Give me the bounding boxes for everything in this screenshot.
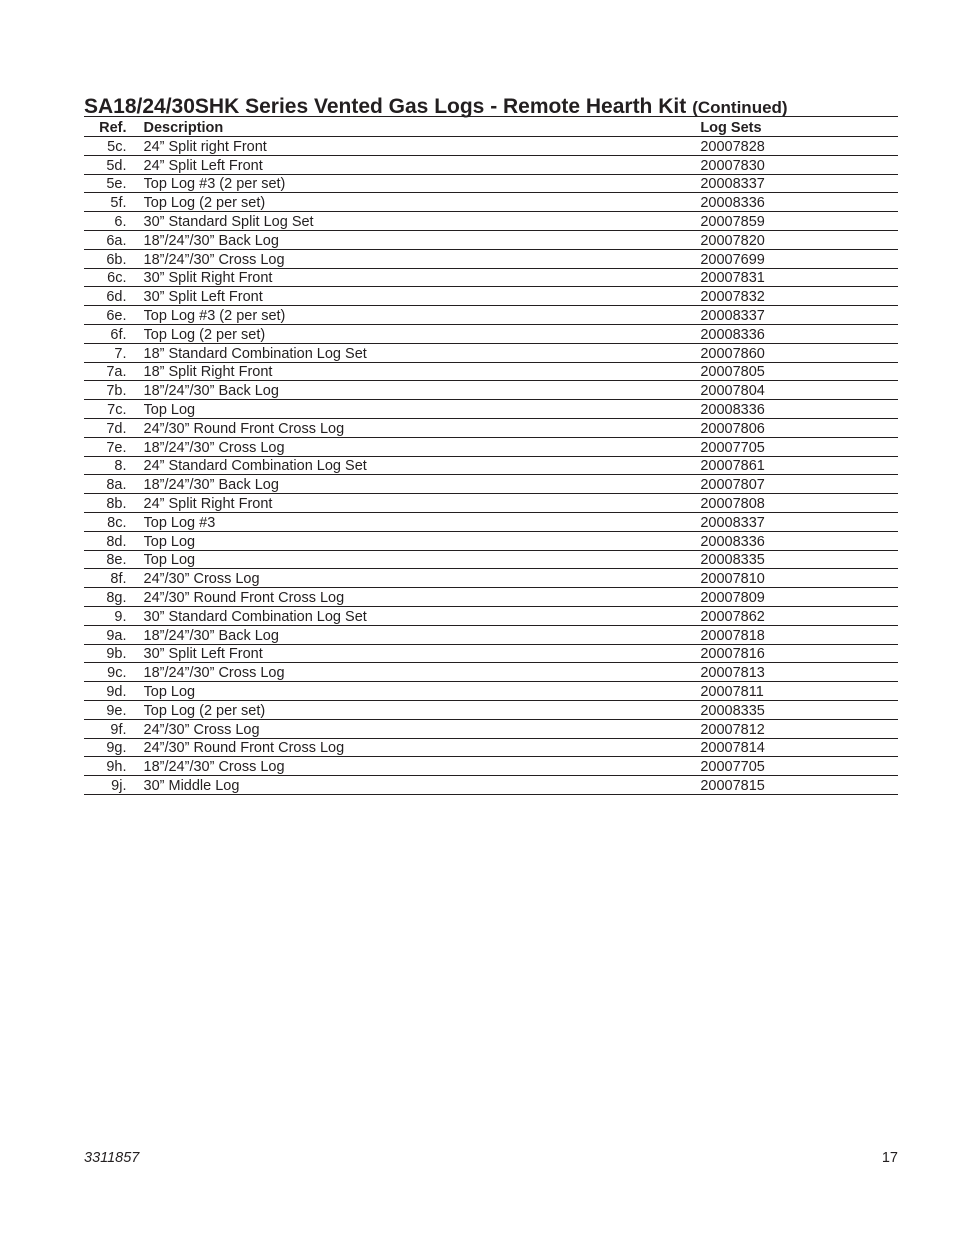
table-row bbox=[84, 531, 898, 550]
row-ref: 7c. bbox=[84, 400, 127, 419]
row-ref: 9e. bbox=[84, 700, 127, 719]
row-ref: 6f. bbox=[84, 324, 127, 343]
row-log-set: 20007820 bbox=[700, 230, 898, 249]
row-ref: 8e. bbox=[84, 550, 127, 569]
row-ref: 9g. bbox=[84, 738, 127, 757]
table-row bbox=[84, 230, 898, 249]
parts-table bbox=[84, 116, 898, 795]
row-description: 18”/24”/30” Cross Log bbox=[144, 757, 701, 776]
row-ref: 6e. bbox=[84, 306, 127, 325]
row-log-set: 20007804 bbox=[700, 381, 898, 400]
row-gap bbox=[127, 193, 144, 212]
row-description: 24”/30” Cross Log bbox=[144, 569, 701, 588]
row-log-set: 20007832 bbox=[700, 287, 898, 306]
row-gap bbox=[127, 512, 144, 531]
row-gap bbox=[127, 418, 144, 437]
row-description: 30” Middle Log bbox=[144, 776, 701, 795]
row-gap bbox=[127, 700, 144, 719]
table-row bbox=[84, 287, 898, 306]
row-ref: 9b. bbox=[84, 644, 127, 663]
row-gap bbox=[127, 606, 144, 625]
table-row bbox=[84, 306, 898, 325]
row-description: 24”/30” Cross Log bbox=[144, 719, 701, 738]
row-gap bbox=[127, 719, 144, 738]
row-log-set: 20007816 bbox=[700, 644, 898, 663]
row-gap bbox=[127, 137, 144, 156]
header-ref: Ref. bbox=[84, 117, 127, 137]
row-log-set: 20007814 bbox=[700, 738, 898, 757]
row-gap bbox=[127, 625, 144, 644]
row-description: 30” Split Right Front bbox=[144, 268, 701, 287]
row-ref: 9h. bbox=[84, 757, 127, 776]
row-log-set: 20007813 bbox=[700, 663, 898, 682]
page-title-main: SA18/24/30SHK Series Vented Gas Logs - Remote Hearth Kit bbox=[84, 95, 687, 118]
row-description: 30” Standard Combination Log Set bbox=[144, 606, 701, 625]
row-description: Top Log (2 per set) bbox=[144, 324, 701, 343]
row-ref: 7e. bbox=[84, 437, 127, 456]
row-log-set: 20007861 bbox=[700, 456, 898, 475]
row-ref: 9c. bbox=[84, 663, 127, 682]
table-row bbox=[84, 456, 898, 475]
header-log-sets: Log Sets bbox=[700, 117, 898, 137]
row-gap bbox=[127, 230, 144, 249]
table-row bbox=[84, 174, 898, 193]
row-gap bbox=[127, 475, 144, 494]
row-log-set: 20008336 bbox=[700, 324, 898, 343]
row-ref: 8f. bbox=[84, 569, 127, 588]
row-log-set: 20007705 bbox=[700, 757, 898, 776]
table-row bbox=[84, 776, 898, 795]
row-log-set: 20008335 bbox=[700, 700, 898, 719]
table-row bbox=[84, 512, 898, 531]
row-description: 24” Split Right Front bbox=[144, 494, 701, 513]
row-gap bbox=[127, 757, 144, 776]
row-ref: 9a. bbox=[84, 625, 127, 644]
row-ref: 6d. bbox=[84, 287, 127, 306]
row-description: Top Log bbox=[144, 682, 701, 701]
row-description: 24” Split Left Front bbox=[144, 155, 701, 174]
table-row bbox=[84, 212, 898, 231]
row-description: 24”/30” Round Front Cross Log bbox=[144, 418, 701, 437]
row-log-set: 20007699 bbox=[700, 249, 898, 268]
table-row bbox=[84, 644, 898, 663]
table-row bbox=[84, 249, 898, 268]
row-description: 24”/30” Round Front Cross Log bbox=[144, 738, 701, 757]
table-row bbox=[84, 324, 898, 343]
row-description: 18” Split Right Front bbox=[144, 362, 701, 381]
row-gap bbox=[127, 644, 144, 663]
row-ref: 8g. bbox=[84, 588, 127, 607]
row-ref: 9d. bbox=[84, 682, 127, 701]
header-row bbox=[84, 117, 898, 137]
row-ref: 8d. bbox=[84, 531, 127, 550]
row-ref: 6b. bbox=[84, 249, 127, 268]
table-row bbox=[84, 418, 898, 437]
row-description: 18” Standard Combination Log Set bbox=[144, 343, 701, 362]
row-ref: 8. bbox=[84, 456, 127, 475]
row-description: 18”/24”/30” Cross Log bbox=[144, 663, 701, 682]
row-log-set: 20007807 bbox=[700, 475, 898, 494]
row-description: Top Log #3 (2 per set) bbox=[144, 174, 701, 193]
parts-table-header bbox=[84, 117, 898, 137]
table-row bbox=[84, 757, 898, 776]
row-ref: 8c. bbox=[84, 512, 127, 531]
row-description: 24” Split right Front bbox=[144, 137, 701, 156]
table-row bbox=[84, 137, 898, 156]
header-gap bbox=[127, 117, 144, 137]
row-log-set: 20007808 bbox=[700, 494, 898, 513]
row-ref: 8a. bbox=[84, 475, 127, 494]
table-row bbox=[84, 362, 898, 381]
row-log-set: 20007805 bbox=[700, 362, 898, 381]
row-gap bbox=[127, 550, 144, 569]
row-description: 18”/24”/30” Back Log bbox=[144, 230, 701, 249]
row-log-set: 20007859 bbox=[700, 212, 898, 231]
table-row bbox=[84, 588, 898, 607]
table-row bbox=[84, 682, 898, 701]
table-row bbox=[84, 550, 898, 569]
row-ref: 5c. bbox=[84, 137, 127, 156]
row-ref: 9. bbox=[84, 606, 127, 625]
row-ref: 5f. bbox=[84, 193, 127, 212]
row-gap bbox=[127, 776, 144, 795]
row-gap bbox=[127, 155, 144, 174]
row-gap bbox=[127, 588, 144, 607]
table-row bbox=[84, 343, 898, 362]
row-gap bbox=[127, 682, 144, 701]
row-ref: 7. bbox=[84, 343, 127, 362]
footer-document-number: 3311857 bbox=[84, 1150, 140, 1166]
table-row bbox=[84, 268, 898, 287]
row-ref: 5d. bbox=[84, 155, 127, 174]
row-gap bbox=[127, 287, 144, 306]
row-ref: 7d. bbox=[84, 418, 127, 437]
row-log-set: 20007806 bbox=[700, 418, 898, 437]
row-description: Top Log bbox=[144, 531, 701, 550]
table-row bbox=[84, 569, 898, 588]
row-description: Top Log #3 bbox=[144, 512, 701, 531]
row-gap bbox=[127, 663, 144, 682]
table-row bbox=[84, 155, 898, 174]
table-row bbox=[84, 193, 898, 212]
row-log-set: 20007860 bbox=[700, 343, 898, 362]
row-ref: 9f. bbox=[84, 719, 127, 738]
row-description: 18”/24”/30” Back Log bbox=[144, 475, 701, 494]
row-description: Top Log bbox=[144, 550, 701, 569]
row-description: 30” Split Left Front bbox=[144, 287, 701, 306]
row-gap bbox=[127, 174, 144, 193]
row-ref: 9j. bbox=[84, 776, 127, 795]
row-description: Top Log (2 per set) bbox=[144, 700, 701, 719]
row-gap bbox=[127, 324, 144, 343]
row-gap bbox=[127, 494, 144, 513]
row-description: 18”/24”/30” Cross Log bbox=[144, 437, 701, 456]
parts-table-body bbox=[84, 137, 898, 795]
row-log-set: 20007818 bbox=[700, 625, 898, 644]
table-row bbox=[84, 719, 898, 738]
row-log-set: 20007831 bbox=[700, 268, 898, 287]
row-log-set: 20008336 bbox=[700, 193, 898, 212]
row-gap bbox=[127, 400, 144, 419]
table-row bbox=[84, 494, 898, 513]
row-log-set: 20008335 bbox=[700, 550, 898, 569]
row-log-set: 20007811 bbox=[700, 682, 898, 701]
row-ref: 7b. bbox=[84, 381, 127, 400]
row-log-set: 20007830 bbox=[700, 155, 898, 174]
row-log-set: 20007815 bbox=[700, 776, 898, 795]
row-log-set: 20008337 bbox=[700, 174, 898, 193]
table-row bbox=[84, 400, 898, 419]
row-log-set: 20007828 bbox=[700, 137, 898, 156]
row-description: Top Log #3 (2 per set) bbox=[144, 306, 701, 325]
row-gap bbox=[127, 738, 144, 757]
row-log-set: 20007810 bbox=[700, 569, 898, 588]
row-gap bbox=[127, 212, 144, 231]
row-log-set: 20008337 bbox=[700, 306, 898, 325]
row-gap bbox=[127, 362, 144, 381]
row-ref: 7a. bbox=[84, 362, 127, 381]
row-log-set: 20007812 bbox=[700, 719, 898, 738]
row-description: 18”/24”/30” Back Log bbox=[144, 381, 701, 400]
row-log-set: 20007862 bbox=[700, 606, 898, 625]
row-gap bbox=[127, 531, 144, 550]
row-gap bbox=[127, 569, 144, 588]
row-description: Top Log (2 per set) bbox=[144, 193, 701, 212]
row-description: 30” Split Left Front bbox=[144, 644, 701, 663]
row-log-set: 20008337 bbox=[700, 512, 898, 531]
row-ref: 6a. bbox=[84, 230, 127, 249]
row-gap bbox=[127, 456, 144, 475]
table-row bbox=[84, 475, 898, 494]
row-log-set: 20007705 bbox=[700, 437, 898, 456]
row-gap bbox=[127, 306, 144, 325]
row-description: 18”/24”/30” Back Log bbox=[144, 625, 701, 644]
table-row bbox=[84, 437, 898, 456]
row-ref: 8b. bbox=[84, 494, 127, 513]
table-row bbox=[84, 700, 898, 719]
row-gap bbox=[127, 381, 144, 400]
row-log-set: 20007809 bbox=[700, 588, 898, 607]
row-ref: 5e. bbox=[84, 174, 127, 193]
header-description: Description bbox=[144, 117, 701, 137]
row-description: 30” Standard Split Log Set bbox=[144, 212, 701, 231]
row-log-set: 20008336 bbox=[700, 400, 898, 419]
table-row bbox=[84, 606, 898, 625]
row-gap bbox=[127, 437, 144, 456]
row-gap bbox=[127, 343, 144, 362]
table-row bbox=[84, 663, 898, 682]
row-gap bbox=[127, 268, 144, 287]
row-description: 24”/30” Round Front Cross Log bbox=[144, 588, 701, 607]
row-gap bbox=[127, 249, 144, 268]
row-description: 18”/24”/30” Cross Log bbox=[144, 249, 701, 268]
row-ref: 6. bbox=[84, 212, 127, 231]
footer-page-number: 17 bbox=[881, 1150, 898, 1166]
table-row bbox=[84, 625, 898, 644]
row-ref: 6c. bbox=[84, 268, 127, 287]
page-title-suffix: (Continued) bbox=[692, 98, 788, 117]
row-log-set: 20008336 bbox=[700, 531, 898, 550]
table-row bbox=[84, 738, 898, 757]
table-row bbox=[84, 381, 898, 400]
row-description: 24” Standard Combination Log Set bbox=[144, 456, 701, 475]
row-description: Top Log bbox=[144, 400, 701, 419]
